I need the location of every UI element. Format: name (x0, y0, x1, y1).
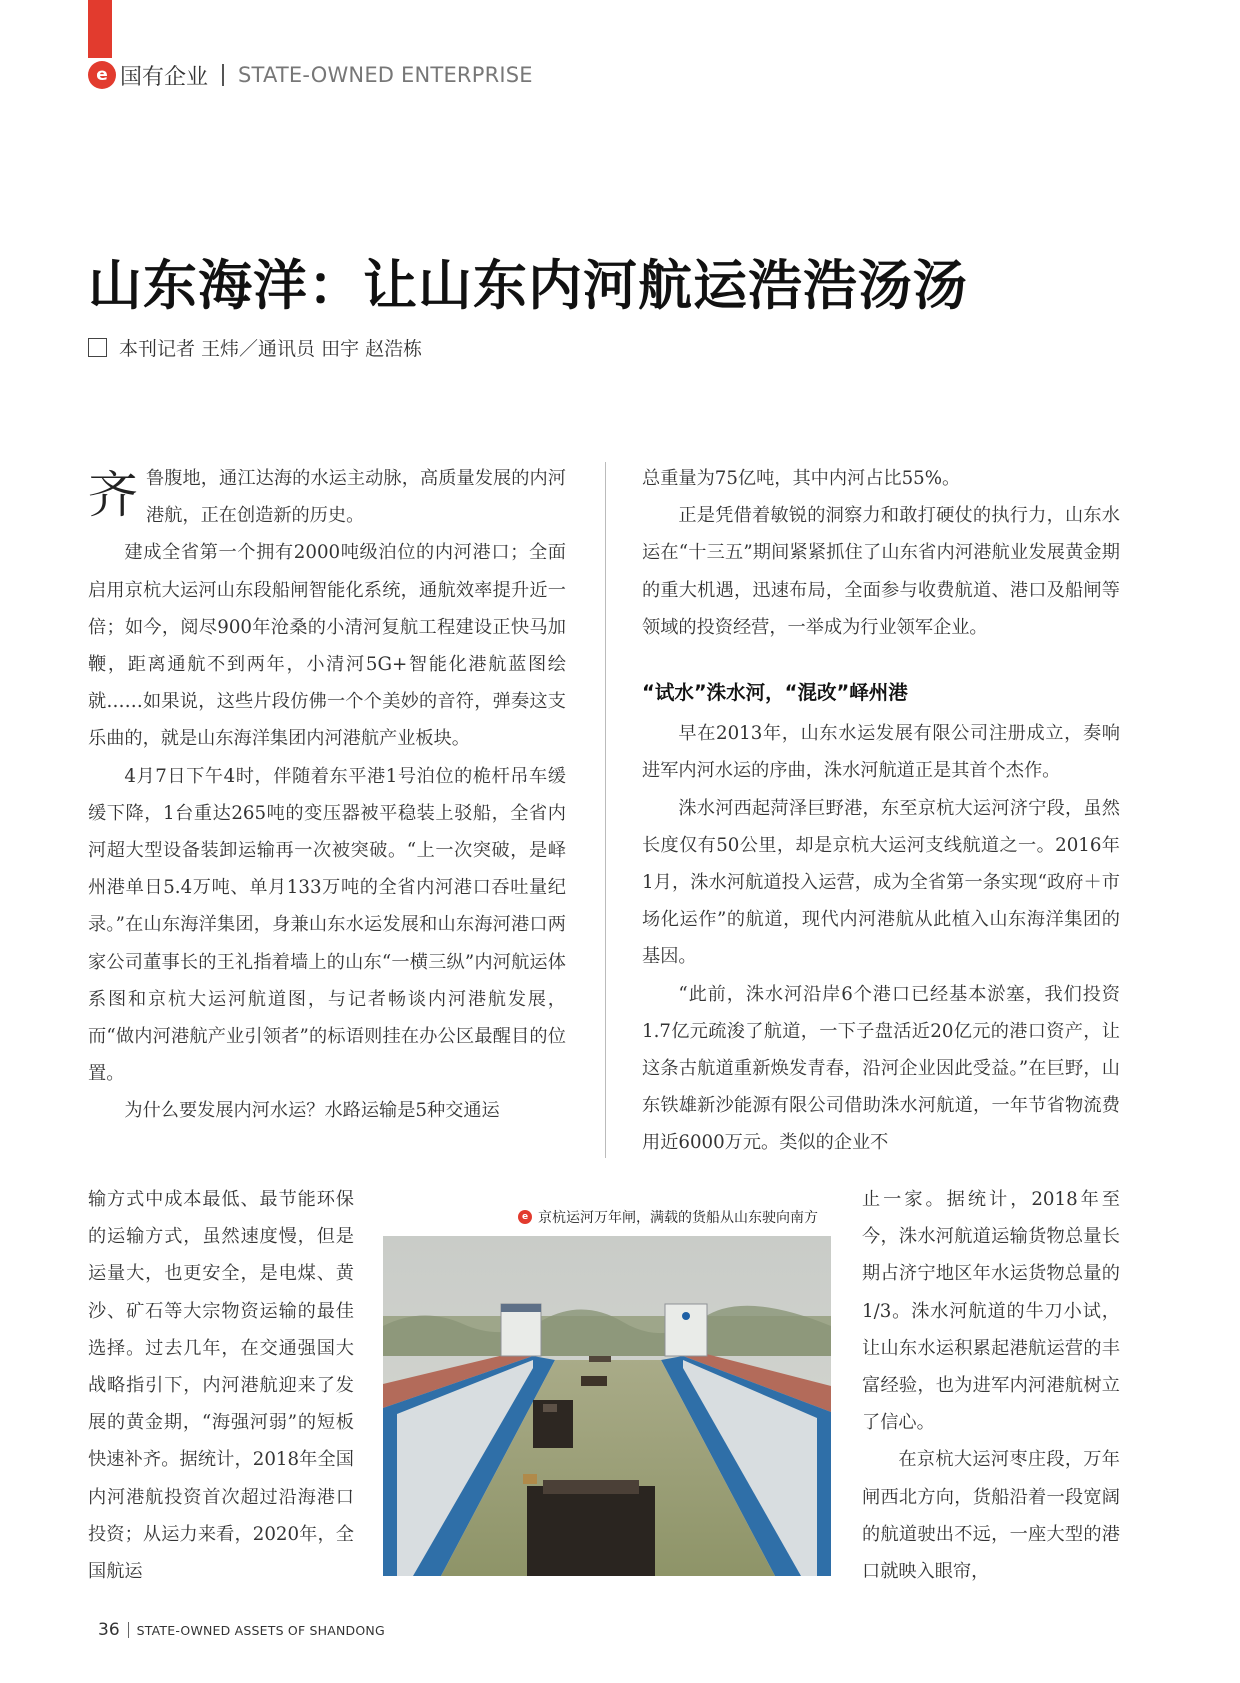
column-left-wrap (88, 1181, 354, 1590)
paragraph: 输方式中成本最低、最节能环保的运输方式，虽然速度慢，但是运量大，也更安全，是电煤、黄沙、矿石等大宗物资运输的最佳选择。过去几年，在交通强国大战略指引下，内河港航迎来了发展的黄金期，“海强河弱”的短板快速补齐。据统计，2018年全国内河港航投资首次超过沿海港口投资；从运力来看，2020年，全国航运 (88, 1189, 354, 1583)
header-accent-bar (88, 0, 112, 58)
paragraph: 4月7日下午4时，伴随着东平港1号泊位的桅杆吊车缓缓下降，1台重达265吨的变压器被平稳装上驳船，全省内河超大型设备装卸运输再一次被突破。“上一次突破，是峄州港单日5.4万吨、单月133万吨的全省内河港口吞吐量纪录。”在山东海洋集团，身兼山东水运发展和山东海河港口两家公司董事长的王礼指着墙上的山东“一横三纵”内河航运体系图和京杭大运河航道图，与记者畅谈内河港航发展，而“做内河港航产业引领者”的标语则挂在办公区最醒目的位置。 (88, 765, 566, 1085)
caption-text: 京杭运河万年闸，满载的货船从山东驶向南方 (538, 1210, 818, 1226)
paragraph: “此前，洙水河沿岸6个港口已经基本淤塞，我们投资1.7亿元疏浚了航道，一下子盘活近20亿元的港口资产，让这条古航道重新焕发青春，沿河企业因此受益。”在巨野，山东铁雄新沙能源有限公司借助洙水河航道，一年节省物流费用近6000万元。类似的企业不 (642, 983, 1120, 1154)
paragraph: 正是凭借着敏锐的洞察力和敢打硬仗的执行力，山东水运在“十三五”期间紧紧抓住了山东省内河港航业发展黄金期的重大机遇，迅速布局，全面参与收费航道、港口及船闸等领域的投资经营，一举成为行业领军企业。 (642, 505, 1120, 638)
section-name-cn: 国有企业 (120, 64, 209, 90)
paragraph: 止一家。据统计，2018年至今，洙水河航道运输货物总量长期占济宁地区年水运货物总量的1/3。洙水河航道的牛刀小试，让山东水运积累起港航运营的丰富经验，也为进军内河港航树立了信心。 (862, 1189, 1120, 1434)
lead-text: 鲁腹地，通江达海的水运主动脉，高质量发展的内河港航，正在创造新的历史。 (146, 468, 566, 527)
paragraph: 为什么要发展内河水运？水路运输是5种交通运 (124, 1100, 500, 1122)
paragraph: 早在2013年，山东水运发展有限公司注册成立，奏响进军内河水运的序曲，洙水河航道正是其首个杰作。 (642, 723, 1120, 782)
canal-lock-photo (383, 1236, 831, 1576)
magazine-logo-icon: e (88, 61, 116, 89)
paragraph-lead (88, 460, 566, 534)
section-header (88, 60, 533, 90)
byline (88, 334, 422, 361)
byline-text: 本刊记者 王炜／通讯员 田宇 赵浩栋 (119, 338, 423, 360)
page-number: 36 (98, 1620, 120, 1640)
column-divider (605, 462, 606, 1158)
column-left (88, 460, 566, 1130)
page-footer (98, 1620, 385, 1640)
section-subheading: “试水”洙水河，“混改”峄州港 (642, 681, 908, 705)
paragraph: 在京杭大运河枣庄段，万年闸西北方向，货船沿着一段宽阔的航道驶出不远，一座大型的港口就映入眼帘， (862, 1449, 1120, 1583)
column-right (642, 460, 1120, 1162)
paragraph: 建成全省第一个拥有2000吨级泊位的内河港口；全面启用京杭大运河山东段船闸智能化系统，通航效率提升近一倍；如今，阅尽900年沧桑的小清河复航工程建设正快马加鞭，距离通航不到两年，小清河5G+智能化港航蓝图绘就……如果说，这些片段仿佛一个个美妙的音符，弹奏这支乐曲的，就是山东海洋集团内河港航产业板块。 (88, 542, 566, 750)
footer-divider (128, 1622, 129, 1638)
paragraph: 总重量为75亿吨，其中内河占比55%。 (642, 468, 961, 489)
square-icon (88, 338, 107, 357)
header-divider (222, 64, 224, 86)
article-title: 山东海洋：让山东内河航运浩浩汤汤 (88, 253, 968, 317)
column-right-wrap (862, 1181, 1120, 1590)
drop-cap: 齐 (88, 466, 138, 524)
publication-name: STATE-OWNED ASSETS OF SHANDONG (136, 1622, 385, 1638)
caption-logo-icon: e (518, 1210, 532, 1224)
paragraph: 洙水河西起菏泽巨野港，东至京杭大运河济宁段，虽然长度仅有50公里，却是京杭大运河支线航道之一。2016年1月，洙水河航道投入运营，成为全省第一条实现“政府＋市场化运作”的航道，现代内河港航从此植入山东海洋集团的基因。 (642, 797, 1120, 968)
section-name-en: STATE-OWNED ENTERPRISE (238, 63, 533, 87)
photo-caption (518, 1207, 818, 1227)
